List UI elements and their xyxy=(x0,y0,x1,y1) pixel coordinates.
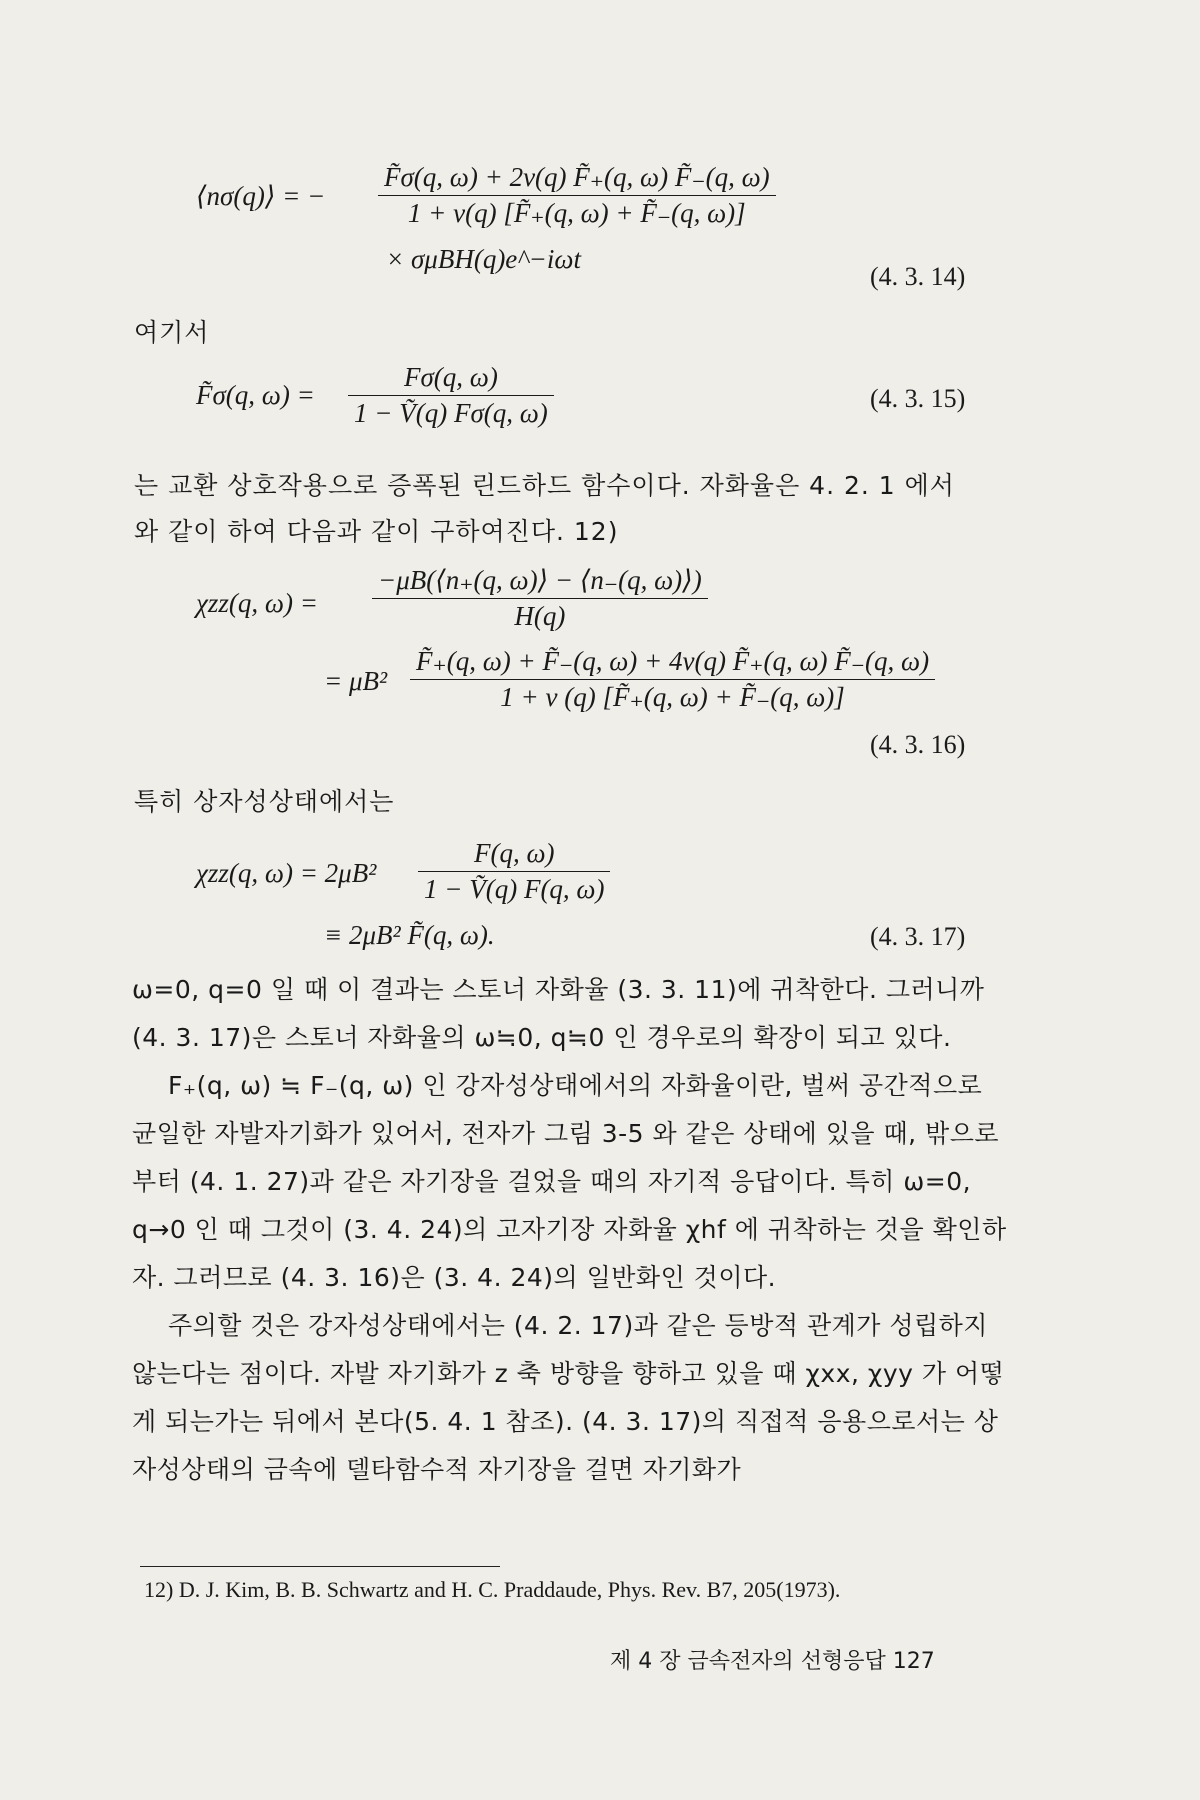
paragraph-3: 주의할 것은 강자성상태에서는 (4. 2. 17)과 같은 등방적 관계가 성립하지 않는다는 점이다. 자발 자기화가 z 축 방향을 향하고 있을 때 χxx, χyy 가 어떻게 되는가는 뒤에서 본다(5. 4. 1 참조). (4. 3. 17)의 직접적 응용으로서는 상자성상태의 금속에 델타함수적 자기장을 걸면 자기화가 xyxy=(132,1311,1005,1484)
eq-4-3-15-lhs: F̃σ(q, ω) = xyxy=(196,380,315,410)
eq-4-3-14-continuation: × σμBH(q)e^−iωt xyxy=(386,244,581,274)
eq-4-3-14-denominator: 1 + v(q) [F̃₊(q, ω) + F̃₋(q, ω)] xyxy=(378,195,776,229)
eq-4-3-16-numerator-2: F̃₊(q, ω) + F̃₋(q, ω) + 4v(q) F̃₊(q, ω) F̃₋(q, ω) xyxy=(416,646,930,676)
text-line-1: 는 교환 상호작용으로 증폭된 린드하드 함수이다. 자화율은 4. 2. 1 에서 xyxy=(134,471,955,500)
eq-4-3-16-lhs: χzz(q, ω) = xyxy=(196,588,318,618)
eq-4-3-16-fraction-2 xyxy=(410,646,935,713)
where-label: 여기서 xyxy=(134,318,210,347)
eq-number-4-3-14: (4. 3. 14) xyxy=(870,262,966,291)
eq-4-3-17-denominator: 1 − Ṽ(q) F(q, ω) xyxy=(418,871,610,905)
eq-4-3-15-fraction xyxy=(348,362,554,429)
eq-4-3-14-fraction xyxy=(378,162,776,229)
eq-4-3-14-lhs: ⟨nσ(q)⟩ = − xyxy=(196,181,326,211)
eq-4-3-15-denominator: 1 − Ṽ(q) Fσ(q, ω) xyxy=(348,395,554,429)
eq-4-3-17-numerator: F(q, ω) xyxy=(473,838,555,868)
eq-4-3-17-line-2: ≡ 2μB² F̃(q, ω). xyxy=(324,920,495,950)
eq-4-3-17-fraction xyxy=(418,838,610,905)
eq-4-3-14-numerator: F̃σ(q, ω) + 2v(q) F̃₊(q, ω) F̃₋(q, ω) xyxy=(384,162,770,192)
footnote: 12) D. J. Kim, B. B. Schwartz and H. C. Praddaude, Phys. Rev. B7, 205(1973). xyxy=(144,1577,841,1602)
footnote-divider xyxy=(140,1566,500,1567)
text-line-2: 와 같이 하여 다음과 같이 구하여진다. 12) xyxy=(134,517,619,546)
eq-number-4-3-15: (4. 3. 15) xyxy=(870,384,966,413)
eq-4-3-16-denominator-1: H(q) xyxy=(372,598,708,632)
body-text xyxy=(132,966,1012,1494)
paragraph-1: ω=0, q=0 일 때 이 결과는 스토너 자화율 (3. 3. 11)에 귀착한다. 그러니까 (4. 3. 17)은 스토너 자화율의 ω≒0, q≒0 인 경우로의 확장이 되고 있다. xyxy=(132,975,985,1052)
paragraph-2: F₊(q, ω) ≒ F₋(q, ω) 인 강자성상태에서의 자화율이란, 벌써 공간적으로 균일한 자발자기화가 있어서, 전자가 그림 3-5 와 같은 상태에 있을 때, 밖으로부터 (4. 1. 27)과 같은 자기장을 걸었을 때의 자기적 응답이다. 특히 ω=0, q→0 인 때 그것이 (3. 4. 24)의 고자기장 자화율 χhf 에 귀착하는 것을 확인하자. 그러므로 (4. 3. 16)은 (3. 4. 24)의 일반화인 것이다. xyxy=(132,1071,1007,1292)
eq-4-3-15-numerator: Fσ(q, ω) xyxy=(403,362,498,392)
text-line-3: 특히 상자성상태에서는 xyxy=(134,787,395,816)
eq-4-3-16-equals-2: = μB² xyxy=(324,666,388,696)
eq-4-3-16-numerator-1: −μB(⟨n₊(q, ω)⟩ − ⟨n₋(q, ω)⟩) xyxy=(378,565,702,595)
eq-4-3-16-denominator-2: 1 + v (q) [F̃₊(q, ω) + F̃₋(q, ω)] xyxy=(410,679,935,713)
eq-number-4-3-16: (4. 3. 16) xyxy=(870,730,966,759)
eq-4-3-17-lhs: χzz(q, ω) = 2μB² xyxy=(196,858,377,888)
eq-number-4-3-17: (4. 3. 17) xyxy=(870,922,966,951)
eq-4-3-16-fraction-1 xyxy=(372,565,708,632)
running-footer: 제 4 장 금속전자의 선형응답 127 xyxy=(610,1649,935,1674)
